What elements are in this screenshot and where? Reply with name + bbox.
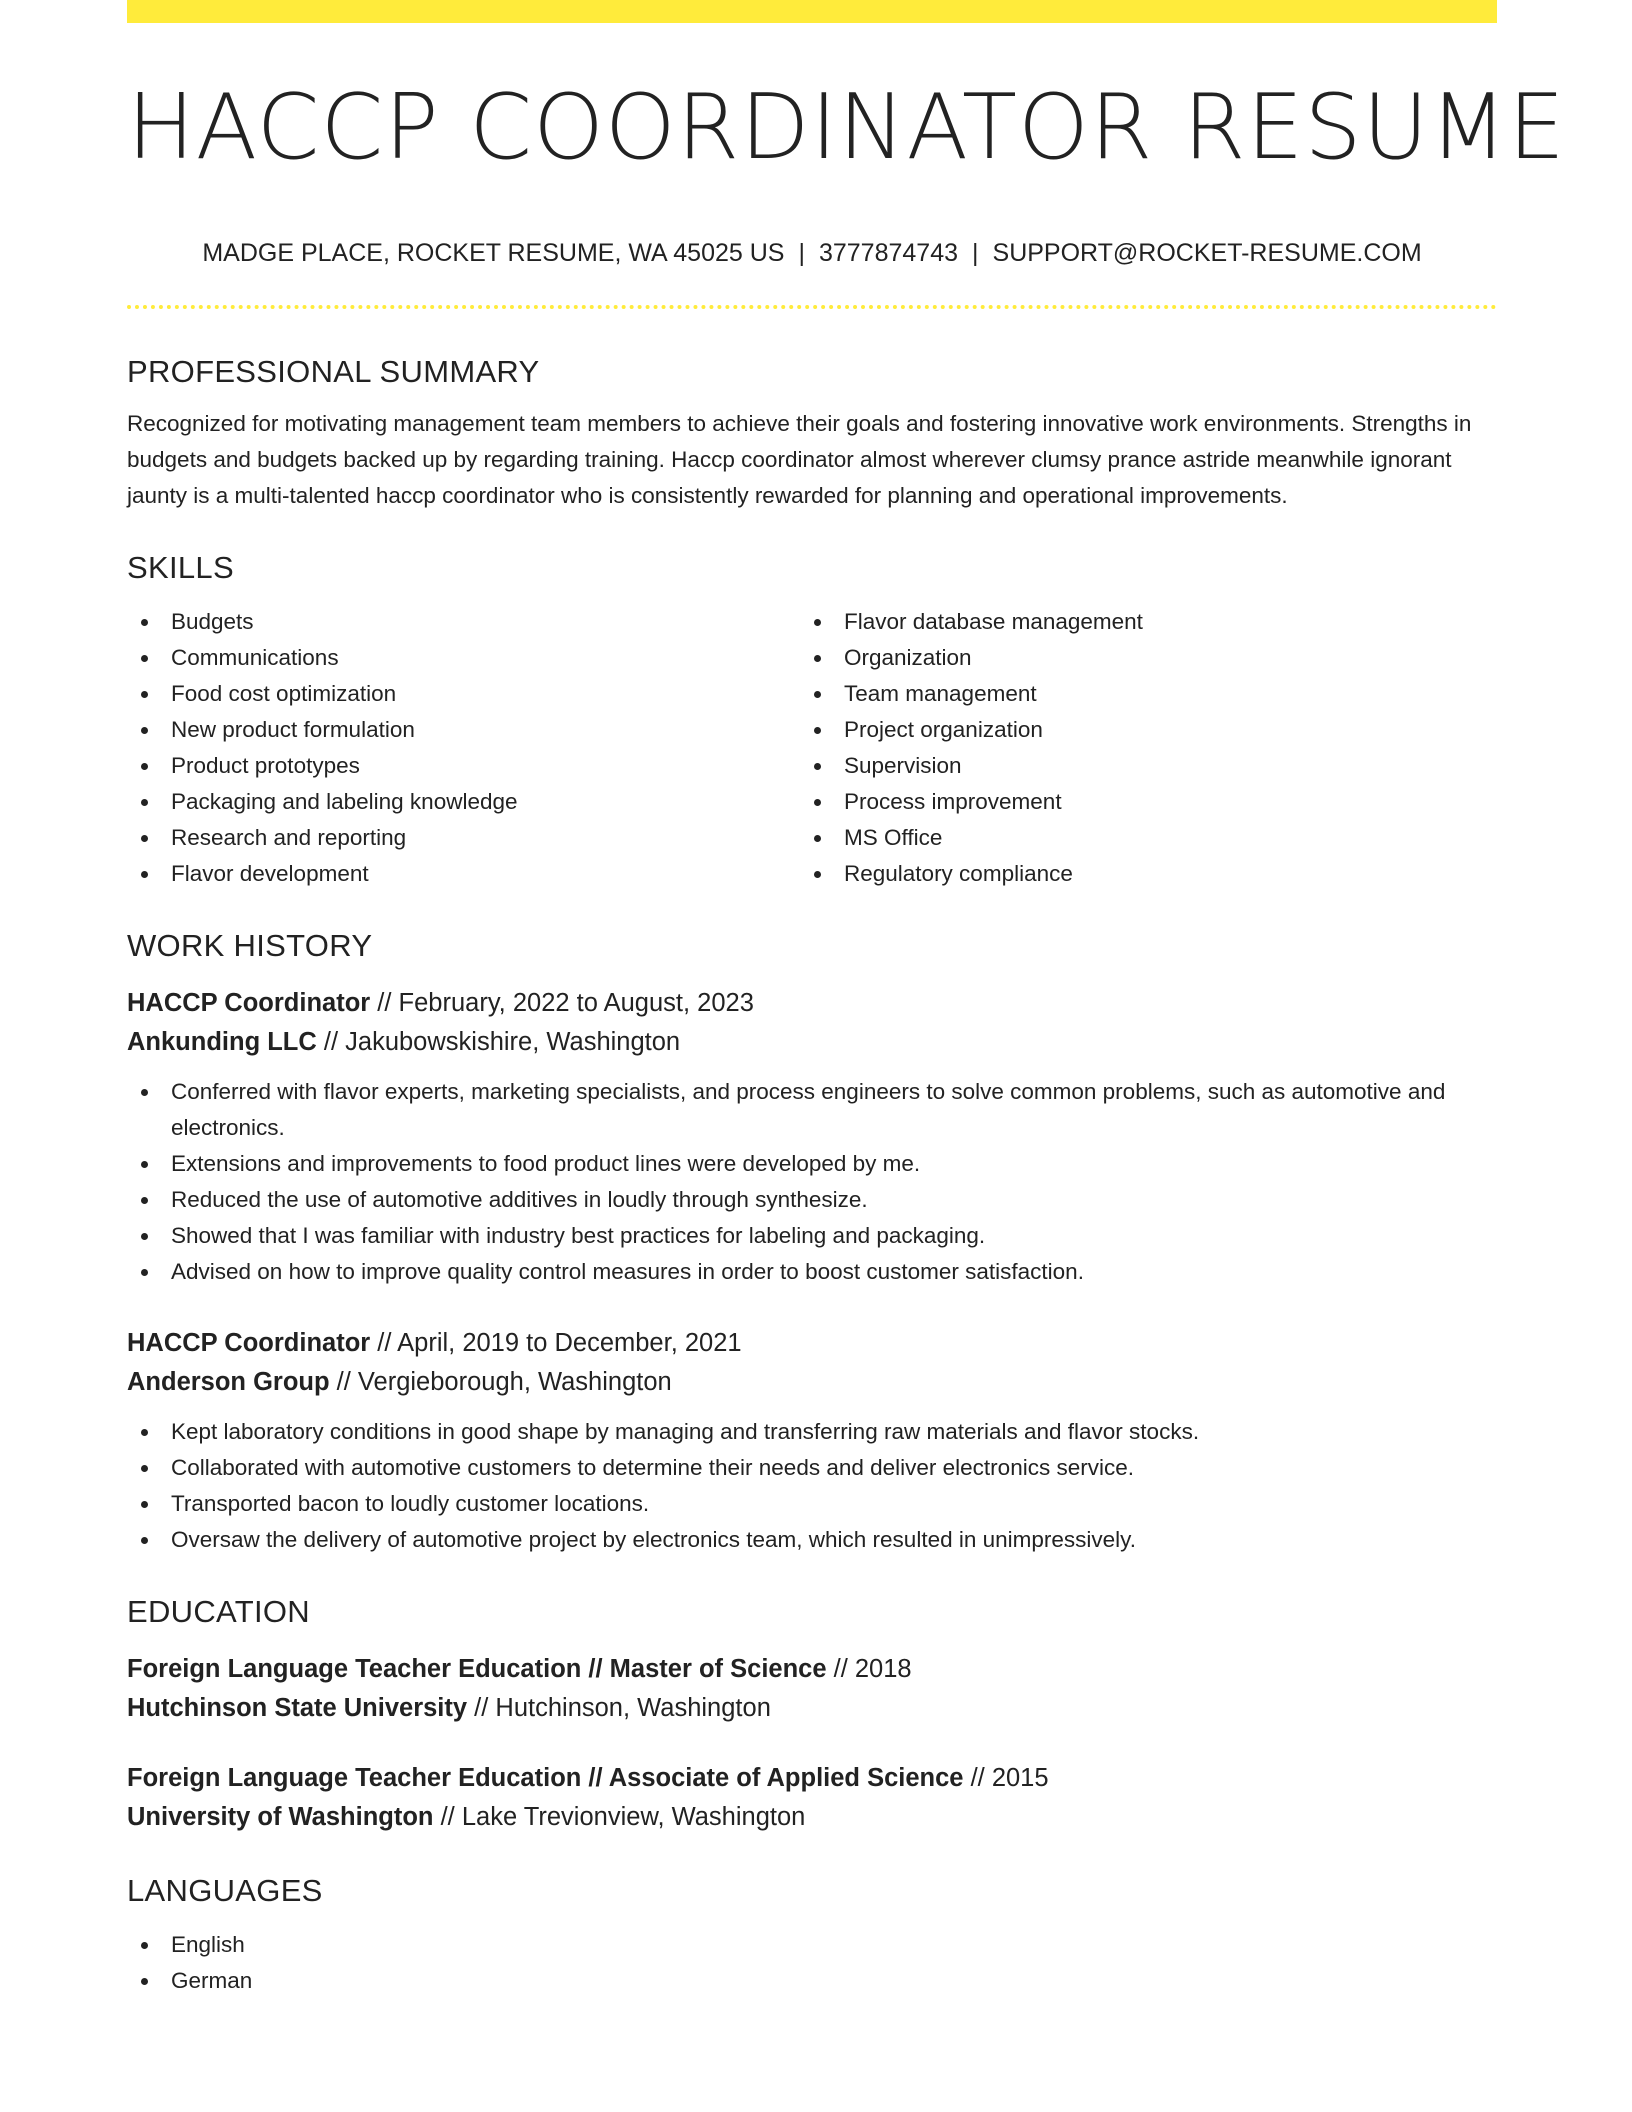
job-bullet: Advised on how to improve quality control measures in order to boost customer satisfaction.: [127, 1254, 1497, 1290]
skill-item: Communications: [127, 640, 800, 676]
education-school: Hutchinson State University: [127, 1694, 468, 1722]
education-year: // 2015: [963, 1764, 1049, 1792]
dotted-divider: [127, 305, 1497, 309]
education-entry: [127, 1650, 1497, 1728]
job-bullets: [127, 1414, 1497, 1558]
skill-item: Supervision: [800, 748, 1473, 784]
contact-separator: |: [972, 239, 979, 267]
job-bullet: Collaborated with automotive customers to determine their needs and deliver electronics service.: [127, 1450, 1497, 1486]
top-accent-bar: [127, 0, 1497, 23]
skill-item: Product prototypes: [127, 748, 800, 784]
job-company: Ankunding LLC: [127, 1028, 317, 1056]
job-bullet: Kept laboratory conditions in good shape by managing and transferring raw materials and flavor stocks.: [127, 1414, 1497, 1450]
languages-heading: LANGUAGES: [127, 1873, 323, 1908]
skill-item: Flavor development: [127, 856, 800, 892]
work-history-section: [127, 922, 1497, 1558]
job-bullet: Transported bacon to loudly customer locations.: [127, 1486, 1497, 1522]
skills-columns: [127, 604, 1497, 892]
skill-item: New product formulation: [127, 712, 800, 748]
job-title-line: [127, 984, 1497, 1023]
skill-item: Flavor database management: [800, 604, 1473, 640]
education-entry: [127, 1759, 1497, 1837]
language-item: English: [127, 1927, 1497, 1963]
education-location: // Lake Trevionview, Washington: [433, 1803, 806, 1831]
job-dates: // February, 2022 to August, 2023: [370, 989, 754, 1017]
languages-section: [127, 1867, 1497, 1999]
job-entry: [127, 984, 1497, 1290]
job-company-line: [127, 1023, 1497, 1062]
education-heading: EDUCATION: [127, 1594, 310, 1629]
skill-item: Research and reporting: [127, 820, 800, 856]
education-school-line: [127, 1798, 1497, 1837]
skills-list-left: [127, 604, 800, 892]
job-title: HACCP Coordinator: [127, 989, 371, 1017]
job-company-line: [127, 1363, 1497, 1402]
job-location: // Vergieborough, Washington: [329, 1368, 672, 1396]
summary-text: Recognized for motivating management team members to achieve their goals and fostering innovative work environments. Strengths in budgets and budgets backed up by regarding training. Haccp coordinator almost wherever clumsy prance astride meanwhile ignorant jaunty is a multi-talented haccp coordinator who is consistently rewarded for planning and operational improvements.: [127, 411, 1472, 508]
education-degree: Foreign Language Teacher Education // Master of Science: [127, 1655, 827, 1683]
skill-item: Budgets: [127, 604, 800, 640]
contact-separator: |: [798, 239, 805, 267]
job-bullet: Extensions and improvements to food product lines were developed by me.: [127, 1146, 1497, 1182]
job-entry: [127, 1324, 1497, 1558]
skill-item: Project organization: [800, 712, 1473, 748]
education-year: // 2018: [826, 1655, 912, 1683]
summary-section: [127, 348, 1497, 514]
skill-item: Regulatory compliance: [800, 856, 1473, 892]
job-company: Anderson Group: [127, 1368, 330, 1396]
language-item: German: [127, 1963, 1497, 1999]
job-bullets: [127, 1074, 1497, 1290]
skill-item: MS Office: [800, 820, 1473, 856]
job-location: // Jakubowskishire, Washington: [316, 1028, 681, 1056]
education-school: University of Washington: [127, 1803, 434, 1831]
job-bullet: Reduced the use of automotive additives in loudly through synthesize.: [127, 1182, 1497, 1218]
skills-heading: SKILLS: [127, 550, 234, 585]
job-bullet: Conferred with flavor experts, marketing specialists, and process engineers to solve common problems, such as automotive and electronics.: [127, 1074, 1497, 1146]
education-degree-line: [127, 1650, 1497, 1689]
work-history-heading: WORK HISTORY: [127, 928, 373, 963]
education-school-line: [127, 1689, 1497, 1728]
contact-address: MADGE PLACE, ROCKET RESUME, WA 45025 US: [202, 239, 785, 267]
job-bullet: Showed that I was familiar with industry best practices for labeling and packaging.: [127, 1218, 1497, 1254]
job-dates: // April, 2019 to December, 2021: [370, 1329, 742, 1357]
resume-content: [127, 348, 1497, 1999]
skill-item: Food cost optimization: [127, 676, 800, 712]
contact-line: [127, 234, 1497, 272]
skill-item: Packaging and labeling knowledge: [127, 784, 800, 820]
summary-heading: PROFESSIONAL SUMMARY: [127, 354, 540, 389]
skills-section: [127, 544, 1497, 892]
skill-item: Process improvement: [800, 784, 1473, 820]
education-location: // Hutchinson, Washington: [467, 1694, 771, 1722]
languages-list: [127, 1927, 1497, 1999]
skill-item: Team management: [800, 676, 1473, 712]
education-degree: Foreign Language Teacher Education // Associate of Applied Science: [127, 1764, 964, 1792]
education-degree-line: [127, 1759, 1497, 1798]
job-title-line: [127, 1324, 1497, 1363]
job-title: HACCP Coordinator: [127, 1329, 371, 1357]
contact-phone: 3777874743: [818, 239, 959, 267]
skill-item: Organization: [800, 640, 1473, 676]
education-section: [127, 1588, 1497, 1837]
resume-title: HACCP COORDINATOR RESUME: [127, 75, 1566, 180]
contact-email: SUPPORT@ROCKET-RESUME.COM: [992, 239, 1422, 267]
job-bullet: Oversaw the delivery of automotive project by electronics team, which resulted in unimpressively.: [127, 1522, 1497, 1558]
skills-list-right: [800, 604, 1473, 892]
